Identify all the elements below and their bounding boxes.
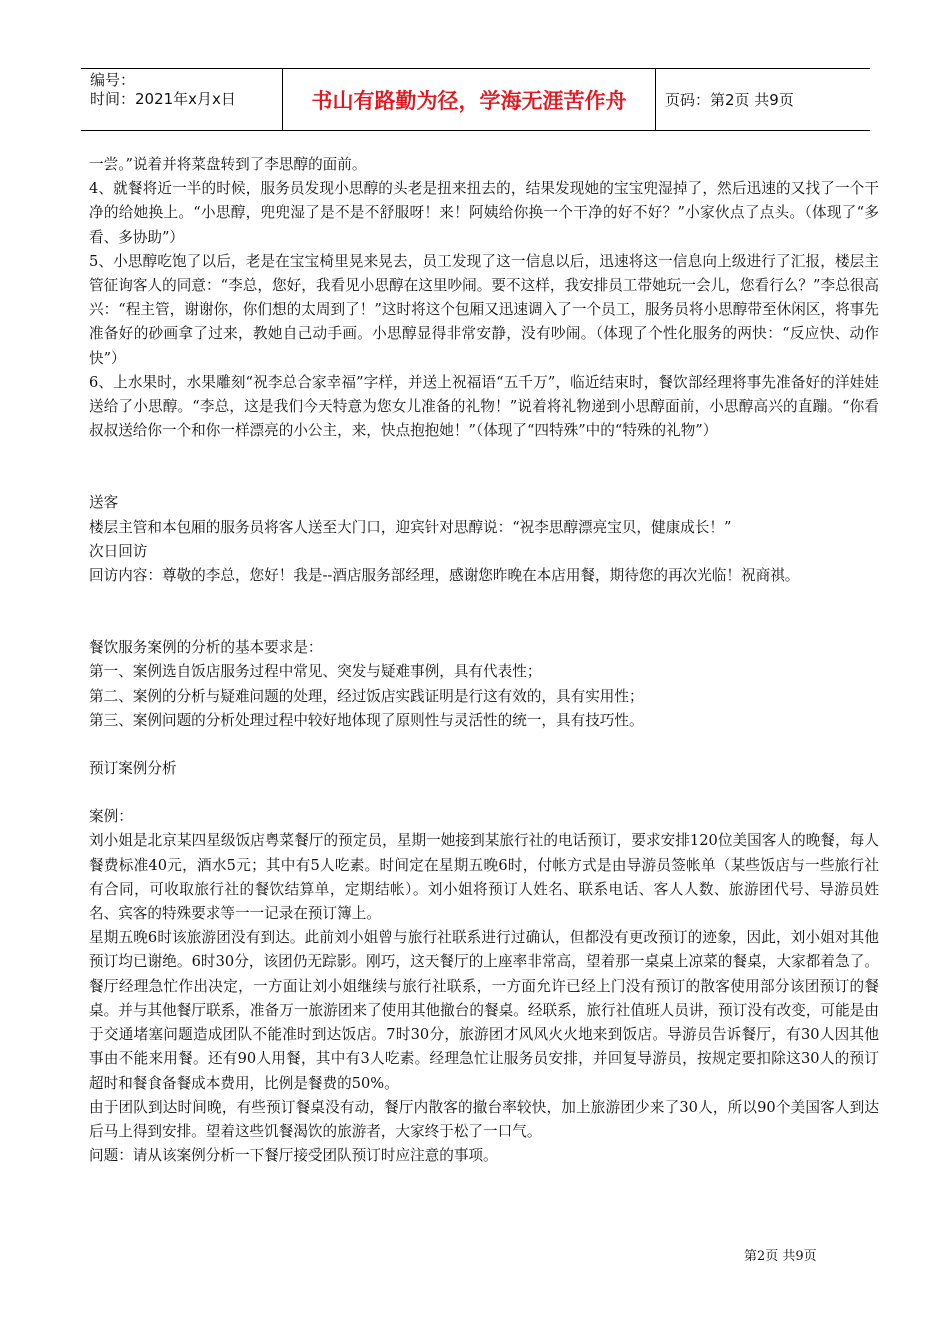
paragraph: 由于团队到达时间晚，有些预订餐桌没有动，餐厅内散客的撤台率较快，加上旅游团少来了30人，所以90个美国客人到达后马上得到安排。望着这些饥餐渴饮的旅游者，大家终于松了一口气。 [89, 1098, 879, 1140]
paragraph: 第二、案例的分析与疑难问题的处理，经过饭店实践证明是行这有效的，具有实用性； [89, 687, 644, 705]
header-meta [81, 69, 282, 130]
header-page-label: 页码：第2页 共9页 [665, 91, 794, 109]
paragraph: 4、就餐将近一半的时候，服务员发现小思醇的头老是扭来扭去的，结果发现她的宝宝兜湿掉了，然后迅速的又找了一个干净的给她换上。“小思醇，兜兜湿了是不是不舒服呀！来！阿姨给你换一个干净的好不好？”小家伙点了点头。（体现了“多看、多协助”） [89, 180, 879, 246]
paragraph: 刘小姐是北京某四星级饭店粤菜餐厅的预定员，星期一她接到某旅行社的电话预订，要求安排120位美国客人的晚餐，每人餐费标准40元，酒水5元；其中有5人吃素。时间定在星期五晚6时，付帐方式是由导游员签帐单（某些饭店与一些旅行社有合同，可收取旅行社的餐饮结算单，定期结帐）。刘小姐将预订人姓名、联系电话、客人人数、旅游团代号、导游员姓名、宾客的特殊要求等一一记录在预订簿上。 [89, 832, 879, 923]
paragraph: 5、小思醇吃饱了以后，老是在宝宝椅里晃来晃去，员工发现了这一信息以后，迅速将这一信息向上级进行了汇报，楼层主管征询客人的同意：“李总，您好，我看见小思醇在这里吵闹。要不这样，我安排员工带她玩一会儿，您看行么？”李总很高兴：“程主管，谢谢你，你们想的太周到了！”这时将这个包厢又迅速调入了一个员工，服务员将小思醇带至休闲区，将事先准备好的砂画拿了过来，教她自己动手画。小思醇显得非常安静，没有吵闹。（体现了个性化服务的两快：“反应快、动作快”） [89, 252, 879, 367]
paragraph: 6、上水果时，水果雕刻“祝李总合家幸福”字样，并送上祝福语“五千万”，临近结束时，餐饮部经理将事先准备好的洋娃娃送给了小思醇。“李总，这是我们今天特意为您女儿准备的礼物！”说着将礼物递到小思醇面前，小思醇高兴的直蹦。“你看叔叔送给你一个和你一样漂亮的小公主，来，快点抱抱她！”（体现了“四特殊”中的“特殊的礼物”） [89, 373, 879, 440]
heading-follow-up: 次日回访 [89, 542, 148, 560]
page-footer: 第2页 共9页 [744, 1249, 817, 1264]
number-label: 编号： [90, 71, 136, 89]
paragraph: 一尝。”说着并将菜盘转到了李思醇的面前。 [89, 156, 367, 173]
section-title: 预订案例分析 [89, 760, 177, 778]
paragraph: 第一、案例选自饭店服务过程中常见、突发与疑难事例，具有代表性； [89, 663, 542, 681]
heading-farewell: 送客 [89, 494, 119, 512]
paragraph: 回访内容：尊敬的李总，您好！我是--酒店服务部经理，感谢您昨晚在本店用餐，期待您的再次光临！祝商祺。 [89, 567, 800, 585]
header-table [81, 68, 870, 131]
paragraph: 案例： [89, 808, 133, 826]
paragraph: 问题：请从该案例分析一下餐厅接受团队预订时应注意的事项。 [89, 1147, 498, 1165]
document-body [89, 153, 879, 1168]
paragraph: 楼层主管和本包厢的服务员将客人送至大门口，迎宾针对思醇说：“祝李思醇漂亮宝贝，健康成长！” [89, 518, 732, 536]
time-label: 时间：2021年x月x日 [90, 90, 236, 108]
paragraph: 餐饮服务案例的分析的基本要求是： [89, 639, 323, 657]
paragraph: 第三、案例问题的分析处理过程中较好地体现了原则性与灵活性的统一，具有技巧性。 [89, 711, 644, 729]
header-motto: 书山有路勤为径，学海无涯苦作舟 [282, 69, 656, 130]
paragraph: 星期五晚6时该旅游团没有到达。此前刘小姐曾与旅行社联系进行过确认，但都没有更改预订的迹象，因此，刘小姐对其他预订均已谢绝。6时30分，该团仍无踪影。刚巧，这天餐厅的上座率非常高，望着那一桌桌上凉菜的餐桌，大家都着急了。餐厅经理急忙作出决定，一方面让刘小姐继续与旅行社联系，一方面允许已经上门没有预订的散客使用部分该团预订的餐桌。并与其他餐厅联系，准备万一旅游团来了使用其他撤台的餐桌。经联系，旅行社值班人员讲，预订没有改变，可能是由于交通堵塞问题造成团队不能准时到达饭店。7时30分，旅游团才风风火火地来到饭店。导游员告诉餐厅，有30人因其他事由不能来用餐。还有90人用餐，其中有3人吃素。经理急忙让服务员安排，并回复导游员，按规定要扣除这30人的预订超时和餐食备餐成本费用，比例是餐费的50%。 [89, 929, 879, 1092]
